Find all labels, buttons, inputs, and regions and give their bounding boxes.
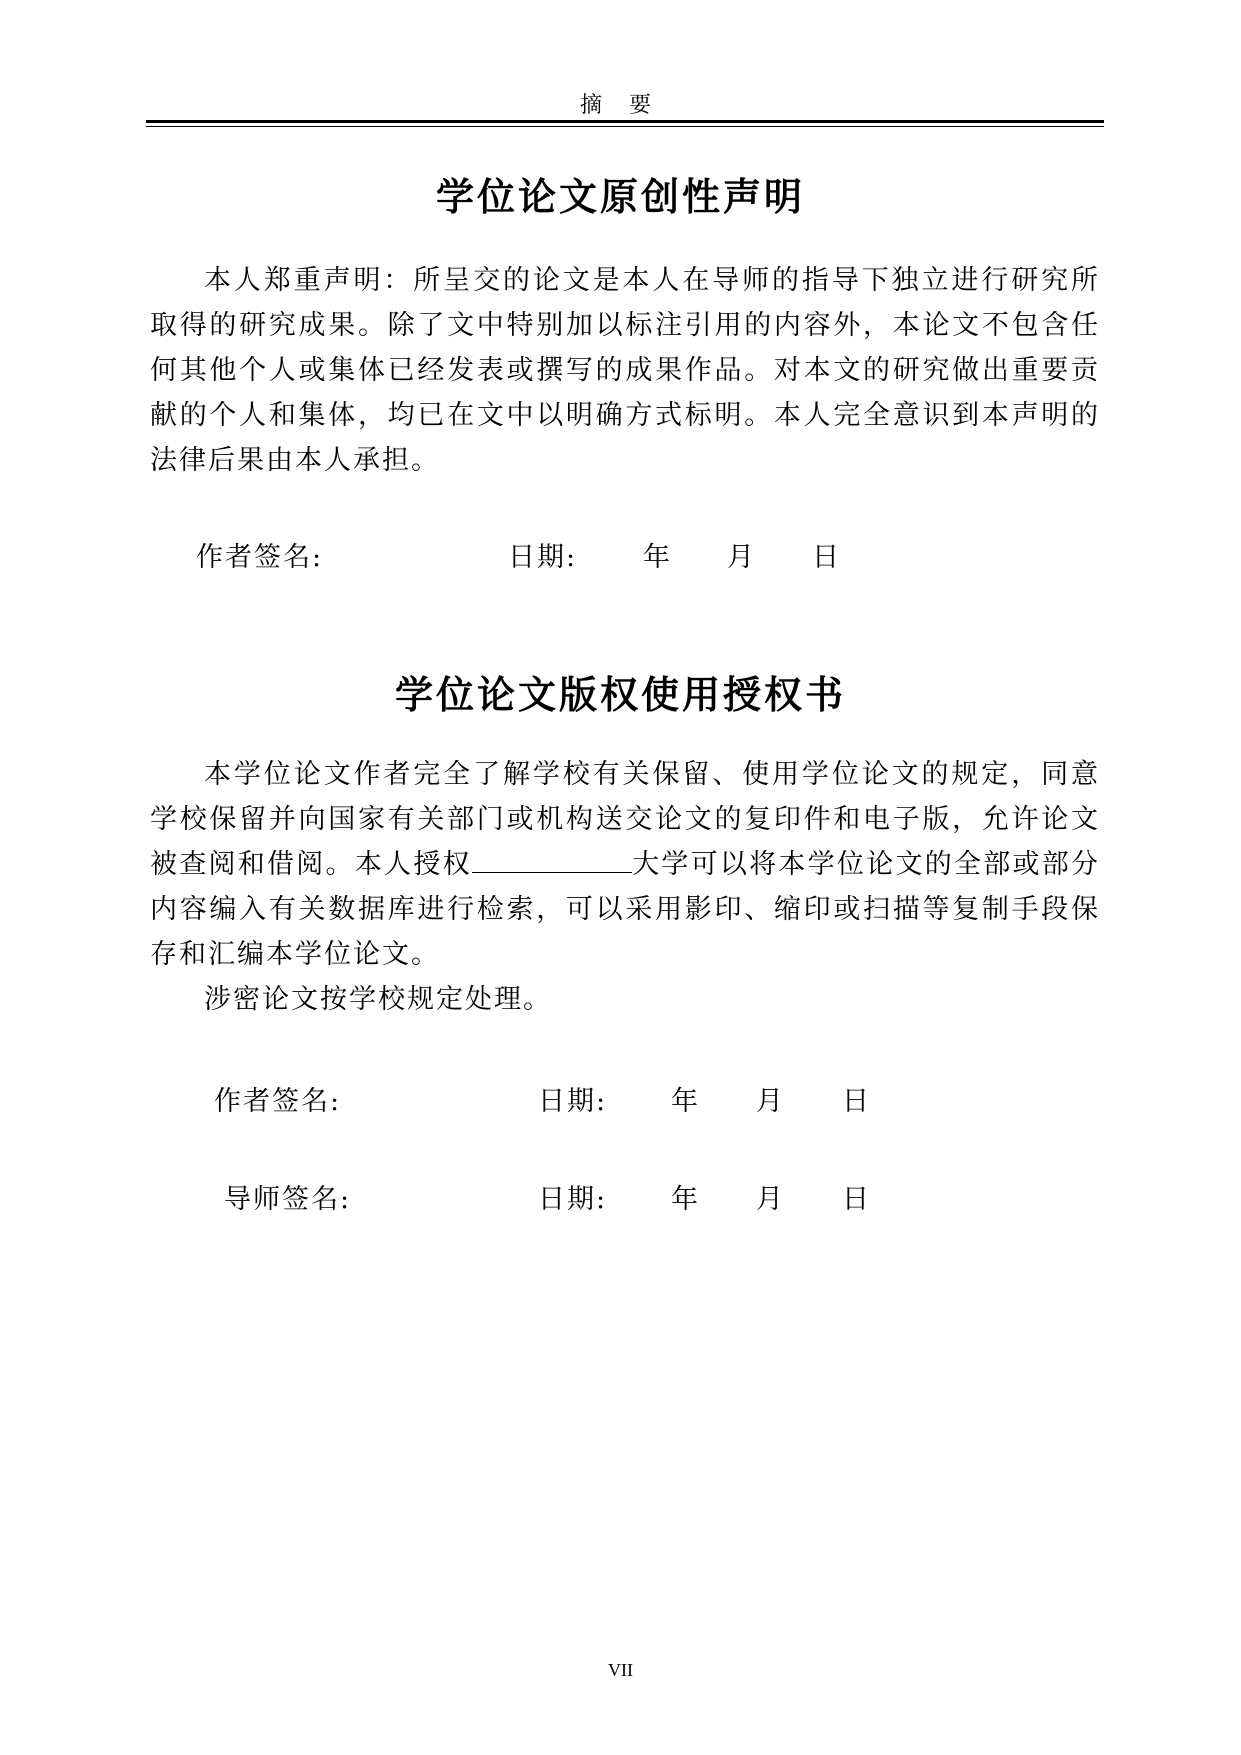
originality-day: 日 — [812, 542, 841, 573]
originality-body: 本人郑重声明：所呈交的论文是本人在导师的指导下独立进行研究所取得的研究成果。除了文中特别加以标注引用的内容外，本论文不包含任何其他个人或集体已经发表或撰写的成果作品。对本文的研究做出重要贡献的个人和集体，均已在文中以明确方式标明。本人完全意识到本声明的法律后果由本人承担。 — [150, 265, 1100, 476]
header-rule-thin — [146, 126, 1104, 127]
originality-signature-label: 作者签名: — [196, 542, 324, 573]
confidential-note: 涉密论文按学校规定处理。 — [204, 984, 552, 1015]
copyright-author-day: 日 — [842, 1086, 871, 1117]
originality-date-label: 日期: — [508, 542, 578, 573]
supervisor-year: 年 — [671, 1184, 700, 1215]
supervisor-month: 月 — [756, 1184, 785, 1215]
supervisor-date-label: 日期: — [538, 1184, 608, 1215]
running-header: 摘 要 — [580, 93, 661, 118]
originality-month: 月 — [727, 542, 756, 573]
supervisor-signature-label: 导师签名: — [224, 1184, 352, 1215]
copyright-body-part1: 本学位论文作者完全了解学校有关保留、使用学位论文的规定，同意学校保留并向国家有关部门或机构送交论文的复印件和电子版，允许论文被查阅和借阅。本人授权 — [150, 759, 1100, 880]
originality-title: 学位论文原创性声明 — [435, 175, 805, 219]
copyright-author-year: 年 — [671, 1086, 700, 1117]
university-name-blank — [472, 842, 632, 873]
copyright-body — [150, 752, 1100, 977]
copyright-author-signature-label: 作者签名: — [214, 1086, 342, 1117]
supervisor-day: 日 — [842, 1184, 871, 1215]
originality-year: 年 — [643, 542, 672, 573]
copyright-author-date-label: 日期: — [538, 1086, 608, 1117]
copyright-title: 学位论文版权使用授权书 — [394, 673, 846, 717]
copyright-body-part2: 大学可以将本学位论文的全部或部分内容编入有关数据库进行检索，可以采用影印、缩印或扫描等复制手段保存和汇编本学位论文。 — [150, 849, 1101, 970]
copyright-author-month: 月 — [756, 1086, 785, 1117]
page-number: VII — [608, 1660, 633, 1680]
header-rule-thick — [146, 120, 1104, 123]
